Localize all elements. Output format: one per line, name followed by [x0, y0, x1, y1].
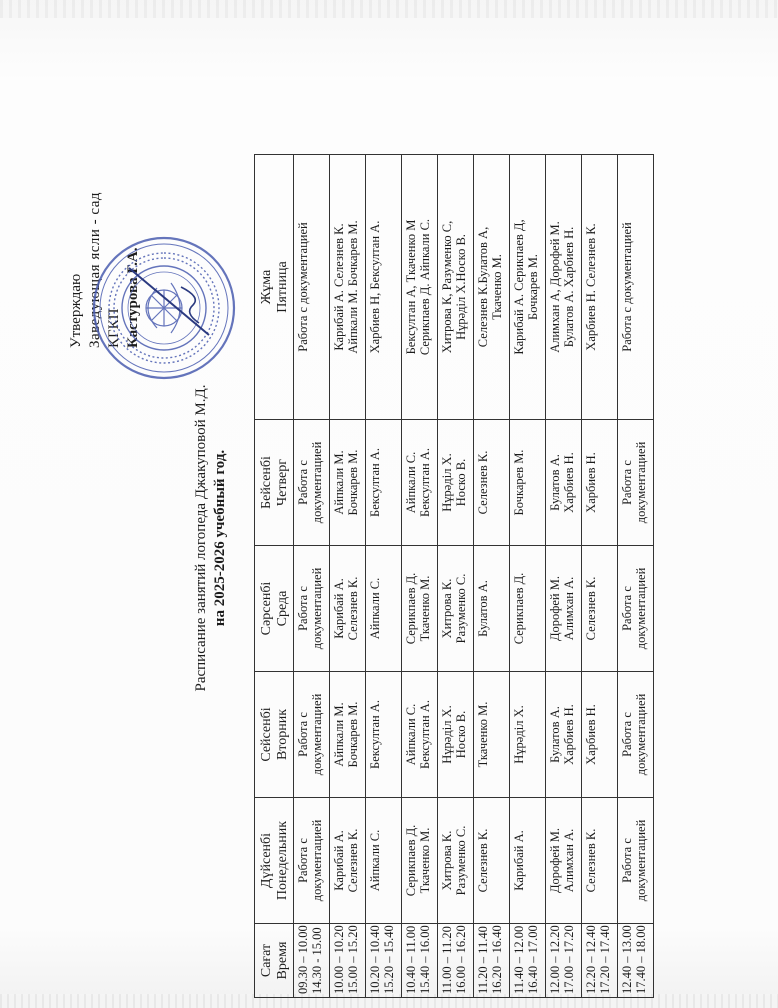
schedule-cell-friday [474, 155, 510, 420]
cell-text: Работа с документацией [620, 222, 634, 352]
cell-text: 10.20 – 10.40 [368, 925, 382, 994]
header-text: Понедельник [275, 820, 290, 901]
cell-text: Нұрәділ Х. [440, 453, 454, 512]
cell-text: Бексултан А. [418, 448, 432, 517]
cell-text: документацией [310, 819, 324, 902]
header-text: Дүйсенбі [259, 832, 274, 889]
schedule-cell-wednesday [582, 546, 618, 672]
cell-text: Харбиев Н. [584, 452, 598, 513]
cell-text: Селезнев К. [476, 828, 490, 893]
cell-text: 16.40 – 17.00 [526, 925, 540, 994]
table-row [546, 155, 582, 998]
cell-text: Носко В. [454, 710, 468, 759]
header-text: Пятница [275, 261, 290, 313]
cell-text: Карибай А. [332, 578, 346, 639]
cell-text: Нұрәділ Х. [512, 705, 526, 764]
header-text: Жұма [259, 269, 274, 305]
schedule-cell-wednesday [474, 546, 510, 672]
approval-line-1: Утверждаю [68, 273, 84, 348]
cell-text: 12.20 – 12.40 [584, 925, 598, 994]
cell-text: Селезнев К. [346, 576, 360, 641]
table-header-row [255, 155, 294, 998]
schedule-cell-thursday [438, 420, 474, 546]
schedule-cell-tuesday [582, 672, 618, 798]
title-line-2: на 2025-2026 учебный год. [212, 449, 228, 627]
header-text: Четверг [275, 459, 290, 506]
cell-text: Алимхан А, Дорофей М. [548, 221, 562, 353]
cell-text: документацией [310, 693, 324, 776]
cell-text: Бочкарев М. [526, 254, 540, 320]
cell-text: Бексултан А. [368, 700, 382, 769]
time-slot-cell [366, 924, 402, 998]
header-tuesday [255, 672, 294, 798]
schedule-cell-thursday [330, 420, 366, 546]
time-slot-cell [294, 924, 330, 998]
cell-text: документацией [634, 819, 648, 902]
schedule-cell-friday [402, 155, 438, 420]
header-text: Сейсенбі [259, 707, 274, 762]
header-text: Вторник [275, 708, 290, 761]
time-slot-cell [546, 924, 582, 998]
cell-text: Работа с [620, 586, 634, 631]
schedule-cell-thursday [474, 420, 510, 546]
schedule-cell-wednesday [618, 546, 654, 672]
cell-text: Селезнев К. [584, 576, 598, 641]
schedule-cell-wednesday [438, 546, 474, 672]
schedule-cell-monday [510, 798, 546, 924]
cell-text: 17.00 – 17.20 [562, 925, 576, 994]
schedule-cell-wednesday [330, 546, 366, 672]
time-slot-cell [438, 924, 474, 998]
cell-text: Айпкали М. [332, 450, 346, 515]
cell-text: Ткаченко М. [476, 701, 490, 768]
cell-text: Серикпаев Д. [404, 824, 418, 897]
cell-text: 15.40 – 16.00 [418, 925, 432, 994]
schedule-cell-tuesday [546, 672, 582, 798]
cell-text: Булатов А. [548, 706, 562, 763]
cell-text: Карибай А. Селезнев К. [332, 223, 346, 351]
cell-text: Дорофей М. [548, 576, 562, 641]
time-slot-cell [402, 924, 438, 998]
time-slot-cell [510, 924, 546, 998]
schedule-cell-tuesday [510, 672, 546, 798]
cell-text: Булатов А. [548, 454, 562, 511]
title-line-1: Расписание занятий логопеда Джакуповой М.Д. [193, 384, 209, 692]
header-text: Время [275, 941, 290, 980]
cell-text: 15.00 – 15.20 [346, 925, 360, 994]
schedule-cell-monday [366, 798, 402, 924]
schedule-cell-friday [618, 155, 654, 420]
cell-text: Дорофей М. [548, 828, 562, 893]
cell-text: Селезнев К. [476, 450, 490, 515]
schedule-cell-friday [582, 155, 618, 420]
cell-text: Бочкарев М. [346, 449, 360, 516]
header-text: Среда [275, 590, 290, 627]
cell-text: Селезнев К.Булатов А, [476, 226, 490, 348]
cell-text: документацией [634, 441, 648, 524]
cell-text: Работа с [620, 460, 634, 505]
schedule-cell-friday [294, 155, 330, 420]
document-title [192, 68, 230, 1008]
time-slot-cell [330, 924, 366, 998]
cell-text: Нұрәділ Х. [440, 705, 454, 764]
cell-text: Айпкали С. [404, 451, 418, 514]
cell-text: 11.40 – 12.00 [512, 925, 526, 994]
schedule-cell-monday [618, 798, 654, 924]
cell-text: Бексултан А. [368, 448, 382, 517]
cell-text: 16.00 – 16.20 [454, 925, 468, 994]
cell-text: Карибай А. [332, 830, 346, 891]
cell-text: Харбиев Н. [562, 704, 576, 765]
schedule-cell-monday [294, 798, 330, 924]
table-row [294, 155, 330, 998]
cell-text: Бексултан А. [418, 700, 432, 769]
schedule-cell-thursday [510, 420, 546, 546]
table-row [366, 155, 402, 998]
schedule-cell-thursday [402, 420, 438, 546]
cell-text: Работа с [296, 586, 310, 631]
schedule-cell-thursday [366, 420, 402, 546]
schedule-cell-tuesday [294, 672, 330, 798]
cell-text: Хитрова К. [440, 830, 454, 891]
schedule-cell-wednesday [366, 546, 402, 672]
schedule-cell-tuesday [330, 672, 366, 798]
cell-text: Работа с [296, 712, 310, 757]
cell-text: Бочкарев М. [346, 701, 360, 768]
scan-edge-top [0, 0, 778, 18]
cell-text: Нұрәділ Х.Носко В. [454, 234, 468, 340]
rotated-document [59, 68, 778, 1008]
cell-text: Карибай А. Серикпаев Д, [512, 219, 526, 355]
cell-text: Работа с [620, 838, 634, 883]
cell-text: документацией [634, 567, 648, 650]
table-row [618, 155, 654, 998]
schedule-cell-thursday [618, 420, 654, 546]
schedule-cell-monday [330, 798, 366, 924]
cell-text: Разуменко С. [454, 573, 468, 644]
cell-text: 12.00 – 12.20 [548, 925, 562, 994]
cell-text: Айпкали М. Бочкарев М. [346, 220, 360, 354]
schedule-cell-friday [438, 155, 474, 420]
schedule-cell-wednesday [546, 546, 582, 672]
cell-text: Хитрова К, Разуменко С, [440, 220, 454, 354]
cell-text: 10.40 – 11.00 [404, 925, 418, 994]
header-time [255, 924, 294, 998]
schedule-cell-monday [582, 798, 618, 924]
schedule-cell-wednesday [510, 546, 546, 672]
cell-text: Серикпаев Д. [404, 572, 418, 645]
cell-text: Харбиев Н. [562, 452, 576, 513]
cell-text: Булатов А. [476, 580, 490, 637]
header-text: Сәрсенбі [259, 581, 274, 636]
table-row [330, 155, 366, 998]
cell-text: Бочкарев М. [512, 449, 526, 516]
cell-text: Работа с [620, 712, 634, 757]
schedule-cell-thursday [546, 420, 582, 546]
schedule-cell-tuesday [474, 672, 510, 798]
cell-text: Селезнев К. [584, 828, 598, 893]
cell-text: Айпкали М. [332, 702, 346, 767]
cell-text: Разуменко С. [454, 825, 468, 896]
schedule-table [254, 154, 654, 998]
cell-text: Айпкали С. [368, 829, 382, 892]
schedule-cell-wednesday [294, 546, 330, 672]
schedule-cell-wednesday [402, 546, 438, 672]
approval-line-2: Заведующая ясли - сад [87, 191, 103, 348]
schedule-cell-friday [546, 155, 582, 420]
header-friday [255, 155, 294, 420]
cell-text: Харбиев Н. [584, 704, 598, 765]
cell-text: Хитрова К. [440, 578, 454, 639]
cell-text: Ткаченко М. [418, 575, 432, 642]
schedule-cell-tuesday [438, 672, 474, 798]
table-row [510, 155, 546, 998]
table-row [582, 155, 618, 998]
table-row [474, 155, 510, 998]
schedule-cell-friday [510, 155, 546, 420]
cell-text: Булатов А. Харбиев Н. [562, 226, 576, 348]
schedule-cell-friday [330, 155, 366, 420]
schedule-cell-tuesday [618, 672, 654, 798]
cell-text: Работа с документацией [296, 222, 310, 352]
schedule-cell-tuesday [366, 672, 402, 798]
cell-text: 16.20 – 16.40 [490, 925, 504, 994]
cell-text: Карибай А. [512, 830, 526, 891]
cell-text: Серикпаев Д. [512, 572, 526, 645]
cell-text: 17.40 – 18.00 [634, 925, 648, 994]
cell-text: Работа с [296, 838, 310, 883]
cell-text: Айпкали С. [404, 703, 418, 766]
cell-text: 15.20 – 15.40 [382, 925, 396, 994]
cell-text: 11.00 – 11.20 [440, 926, 454, 994]
cell-text: Ткаченко М. [418, 827, 432, 894]
cell-text: Ткаченко М. [490, 254, 504, 320]
schedule-cell-tuesday [402, 672, 438, 798]
cell-text: 12.40 – 13.00 [620, 925, 634, 994]
cell-text: Харбиев Н. Селезнев К. [584, 223, 598, 351]
approval-line-4: Кастурова Г.А. [125, 247, 141, 348]
cell-text: Алимхан А. [562, 828, 576, 893]
cell-text: 17.20 – 17.40 [598, 925, 612, 994]
cell-text: 09.30 – 10.00 [296, 925, 310, 994]
cell-text: документацией [634, 693, 648, 776]
cell-text: Серикпаев Д. Айпкали С. [418, 218, 432, 356]
time-slot-cell [618, 924, 654, 998]
table-row [438, 155, 474, 998]
cell-text: Айпкали С. [368, 577, 382, 640]
schedule-cell-thursday [294, 420, 330, 546]
header-wednesday [255, 546, 294, 672]
header-text: Бейсенбі [259, 456, 274, 509]
schedule-cell-monday [546, 798, 582, 924]
schedule-cell-thursday [582, 420, 618, 546]
cell-text: Работа с [296, 460, 310, 505]
cell-text: документацией [310, 441, 324, 524]
approval-line-3: КГКП [106, 308, 122, 348]
cell-text: 10.00 – 10.20 [332, 925, 346, 994]
cell-text: документацией [310, 567, 324, 650]
cell-text: Алимхан А. [562, 576, 576, 641]
table-row [402, 155, 438, 998]
time-slot-cell [474, 924, 510, 998]
time-slot-cell [582, 924, 618, 998]
cell-text: Селезнев К. [346, 828, 360, 893]
schedule-cell-monday [474, 798, 510, 924]
cell-text: 11.20 – 11.40 [476, 926, 490, 994]
schedule-cell-monday [402, 798, 438, 924]
header-monday [255, 798, 294, 924]
header-thursday [255, 420, 294, 546]
cell-text: Харбиев Н, Бексултан А. [368, 220, 382, 354]
cell-text: Бексултан А, Ткаченко М [404, 219, 418, 355]
schedule-cell-monday [438, 798, 474, 924]
cell-text: 14.30 - 15.00 [310, 927, 324, 994]
cell-text: Носко В. [454, 458, 468, 507]
header-text: Сағат [259, 943, 274, 978]
schedule-cell-friday [366, 155, 402, 420]
